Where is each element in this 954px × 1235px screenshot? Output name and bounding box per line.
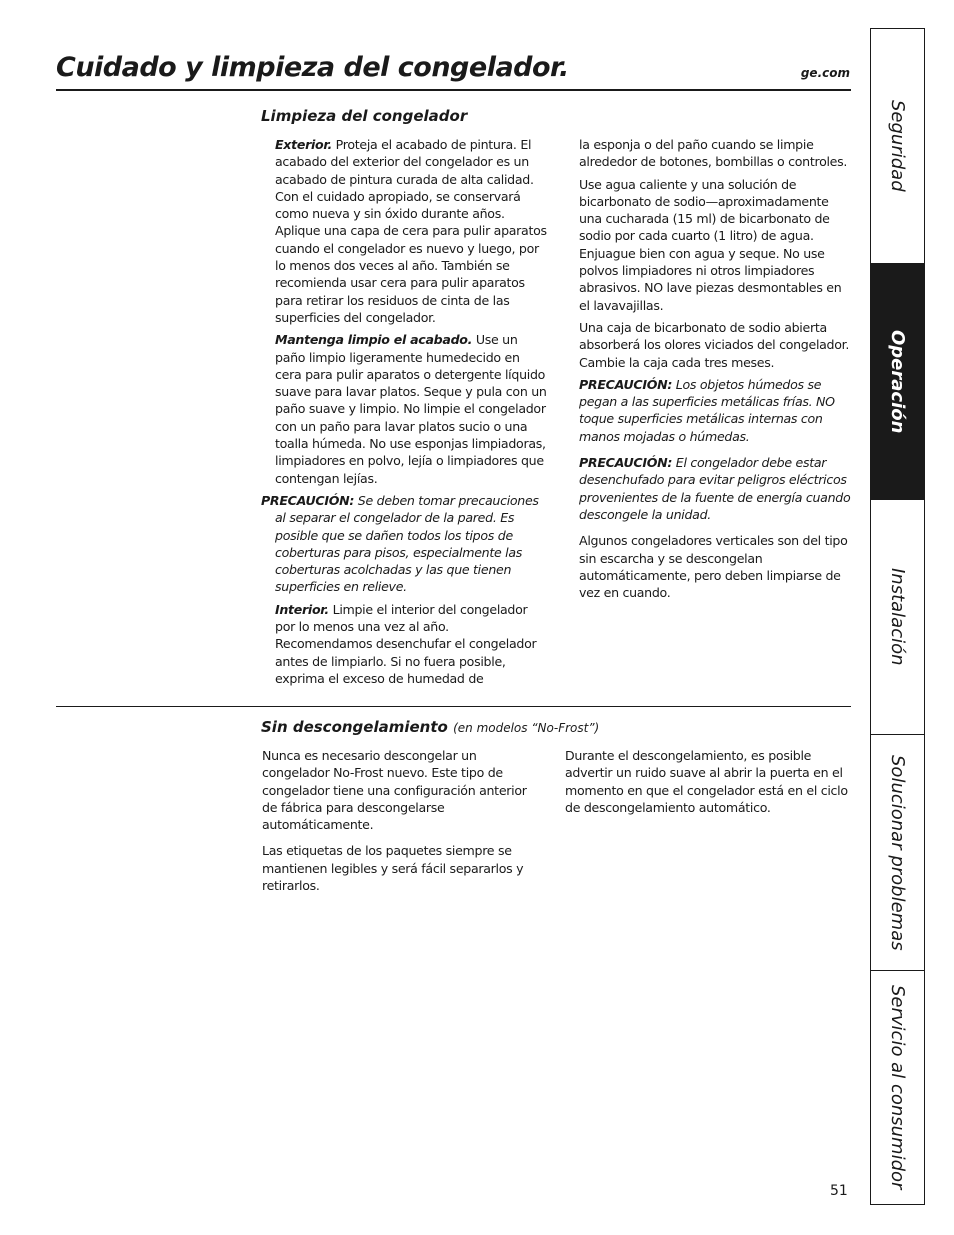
no-frost-column-1 — [262, 747, 528, 899]
cleaning-column-1 — [261, 136, 549, 692]
paragraph-exterior: Exterior. Proteja el acabado de pintura. El acabado del exterior del congelador es un acabado de pintura curada de alta calidad. Con el cuidado apropiado, se conservará como nueva y sin óxido durante años. Aplique una capa de cera para pulir aparatos cuando el congelador es nuevo y luego, por lo menos dos veces al año. También se recomienda usar cera para pulir aparatos para retirar los residuos de cinta de las superficies del congelador. — [275, 137, 547, 325]
section-heading-no-frost: Sin descongelamiento (en modelos “No-Frost”) — [261, 718, 600, 736]
section-tabs — [870, 28, 925, 1205]
paragraph-labels: Las etiquetas de los paquetes siempre se mantienen legibles y será fácil separarlos y retirarlos. — [262, 843, 524, 894]
cleaning-column-2 — [579, 136, 853, 606]
no-frost-column-2 — [565, 747, 853, 821]
section-heading-cleaning: Limpieza del congelador — [261, 107, 468, 125]
tab-operacion[interactable]: Operación — [871, 264, 924, 500]
paragraph-caution-wall: PRECAUCIÓN: Se deben tomar precauciones al separar el congelador de la pared. Es posible que se dañen todos los tipos de coberturas para pisos, especialmente las coberturas acolchadas y las que tienen superficies en relieve. — [261, 492, 539, 595]
site-link[interactable]: ge.com — [800, 66, 850, 80]
paragraph-sponge: la esponja o del paño cuando se limpie alrededor de botones, bombillas o controles. — [579, 137, 848, 170]
paragraph-interior: Interior. Limpie el interior del congelador por lo menos una vez al año. Recomendamos desenchufar el congelador antes de limpiarlo. Si no fuera posible, exprima el exceso de humedad de — [275, 601, 537, 686]
page-title: Cuidado y limpieza del congelador. — [56, 52, 569, 83]
tab-servicio-al-consumidor[interactable]: Servicio al consumidor — [887, 985, 908, 1190]
tab-seguridad[interactable]: Seguridad — [871, 29, 924, 264]
paragraph-caution-unplug: PRECAUCIÓN: El congelador debe estar desenchufado para evitar peligros eléctricos provenientes de la fuente de energía cuando descongele la unidad. — [579, 455, 851, 522]
section-subheading: (en modelos “No-Frost”) — [453, 721, 600, 735]
paragraph-no-defrost: Nunca es necesario descongelar un congelador No-Frost nuevo. Este tipo de congelador tiene una configuración anterior de fábrica para descongelarse automáticamente. — [262, 748, 527, 833]
section-divider — [56, 706, 851, 707]
header-divider — [56, 89, 851, 91]
paragraph-baking-soda: Use agua caliente y una solución de bicarbonato de sodio—aproximadamente una cucharada (15 ml) de bicarbonato de sodio por cada cuarto (1 litro) de agua. Enjuague bien con agua y seque. No use polvos limpiadores ni otros limpiadores abrasivos. NO lave piezas desmontables en el lavavajillas. — [579, 176, 842, 313]
page-number: 51 — [830, 1183, 848, 1199]
tab-instalacion[interactable]: Instalación — [871, 500, 924, 735]
paragraph-odor-box: Una caja de bicarbonato de sodio abierta absorberá los olores viciados del congelador. Cambie la caja cada tres meses. — [579, 319, 850, 370]
paragraph-caution-wet: PRECAUCIÓN: Los objetos húmedos se pegan a las superficies metálicas frías. NO toque superficies metálicas internas con manos mojadas o húmedas. — [579, 376, 835, 444]
paragraph-defrost-noise: Durante el descongelamiento, es posible advertir un ruido suave al abrir la puerta en el momento en que el congelador está en el ciclo de descongelamiento automático. — [565, 748, 848, 815]
paragraph-finish: Mantenga limpio el acabado. Use un paño limpio ligeramente humedecido en cera para pulir aparatos o detergente líquido suave para lavar platos. Seque y pula con un paño suave y limpio. No limpie el congelador con un paño para lavar platos sucio o una toalla húmeda. No use esponjas limpiadoras, limpiadores en polvo, lejía o limpiadores que contengan lejías. — [275, 332, 547, 486]
tab-solucionar-problemas[interactable]: Solucionar problemas — [871, 735, 924, 971]
paragraph-frost-free: Algunos congeladores verticales son del tipo sin escarcha y se descongelan automáticamente, pero deben limpiarse de vez en cuando. — [579, 533, 848, 601]
